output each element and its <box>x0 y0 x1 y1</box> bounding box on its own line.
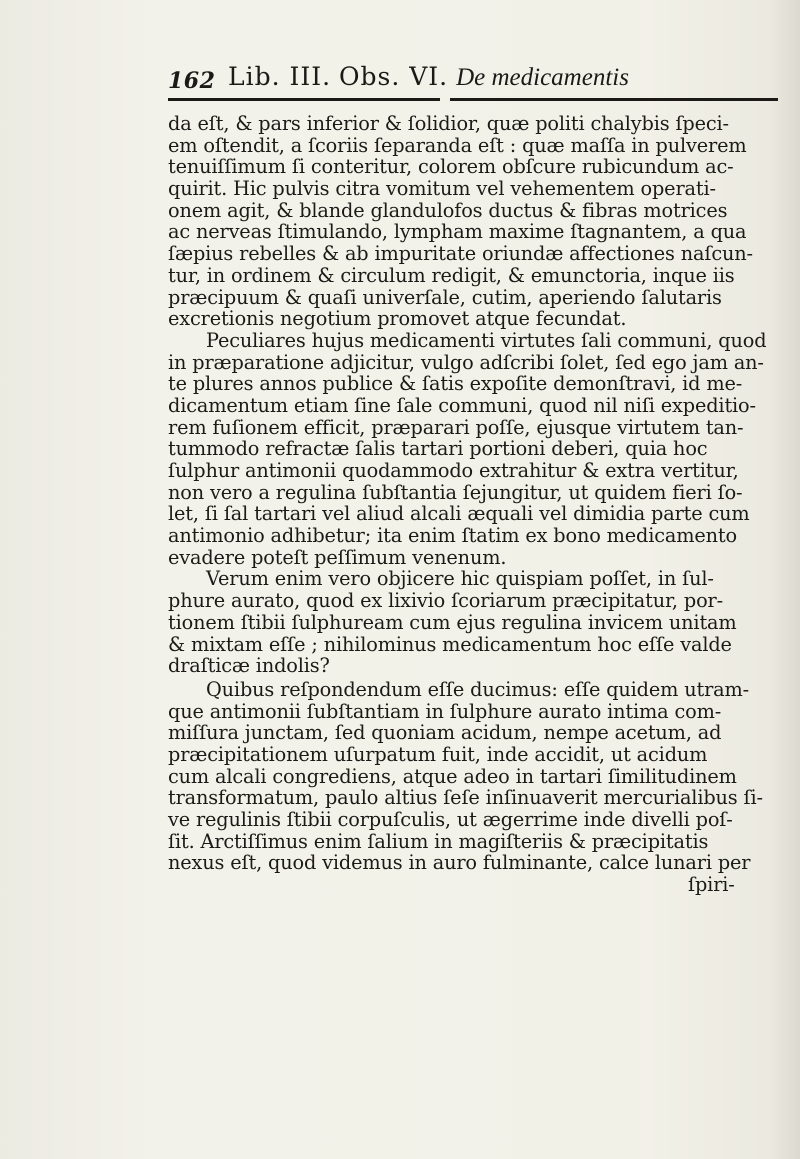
text-line: ſulphur antimonii quodammodo extrahitur & extra vertitur, <box>168 459 739 482</box>
text-line: miſſura junctam, ſed quoniam acidum, nempe acetum, ad <box>168 721 722 745</box>
page-number: 162 <box>168 68 216 94</box>
text-line: te plures annos publice & ſatis expoſite demonſtravi, id me- <box>168 372 743 396</box>
text-line: ac nerveas ſtimulando, lympham maxime ſtagnantem, a qua <box>168 220 747 244</box>
text-line: præcipitationem uſurpatum fuit, inde accidit, ut acidum <box>168 742 708 766</box>
catchword: ſpiri- <box>688 873 735 897</box>
running-head-book: Lib. III. <box>228 62 332 91</box>
text-line: ſæpius rebelles & ab impuritate oriundæ affectiones naſcun- <box>168 242 753 266</box>
header-rule <box>168 98 778 101</box>
text-line: ve regulinis ſtibii corpuſculis, ut ægerrime inde divelli poſ- <box>168 808 733 831</box>
paragraph-first-line: Verum enim vero objicere hic quispiam poſſet, in ſul- <box>206 567 714 591</box>
text-line: onem agit, & blande glandulofos ductus & fibras motrices <box>168 198 728 222</box>
text-line: da eſt, & pars inferior & ſolidior, quæ politi chalybis ſpeci- <box>168 112 729 135</box>
text-line: excretionis negotium promovet atque fecundat. <box>168 307 627 331</box>
running-head-title: De medicamentis <box>456 64 629 91</box>
text-line: præcipuum & quaſi univerſale, cutim, aperiendo ſalutaris <box>168 285 722 309</box>
running-head <box>228 62 629 92</box>
text-line: ſit. Arctiſſimus enim ſalium in magiſteriis & præcipitatis <box>168 829 709 853</box>
text-line: antimonio adhibetur; ita enim ſtatim ex bono medicamento <box>168 524 737 548</box>
text-line: let, ſi ſal tartari vel aliud alcali æquali vel dimidia parte cum <box>168 502 750 526</box>
body-text <box>168 113 798 896</box>
text-line: transformatum, paulo altius ſeſe inſinuaverit mercurialibus ſi- <box>168 786 763 810</box>
running-head-observation: Obs. VI. <box>339 62 449 91</box>
text-line: tenuiſſimum ſi conteritur, colorem obſcure rubicundum ac- <box>168 155 734 179</box>
text-line: non vero a regulina ſubſtantia ſejungitur, ut quidem fieri ſo- <box>168 480 743 504</box>
text-line: em oſtendit, a ſcoriis ſeparanda eſt : quæ maſſa in pulverem <box>168 133 747 157</box>
header-rule-break <box>440 98 450 101</box>
text-line: tionem ſtibii ſulphuream cum ejus regulina invicem unitam <box>168 610 737 634</box>
text-line: evadere poteſt peſſimum venenum. <box>168 545 507 569</box>
text-line: quirit. Hic pulvis citra vomitum vel vehementem operati- <box>168 177 716 201</box>
text-line: nexus eſt, quod videmus in auro fulminante, calce lunari per <box>168 851 751 875</box>
text-line: in præparatione adjicitur, vulgo adſcribi ſolet, ſed ego jam an- <box>168 350 764 374</box>
text-line: que antimonii ſubſtantiam in ſulphure aurato intima com- <box>168 699 722 723</box>
text-line: draſticæ indolis? <box>168 654 330 678</box>
page-header <box>168 62 778 98</box>
text-line: tummodo refractæ ſalis tartari portioni deberi, quia hoc <box>168 437 708 461</box>
text-line: cum alcali congrediens, atque adeo in tartari ſimilitudinem <box>168 764 737 788</box>
text-line: phure aurato, quod ex lixivio ſcoriarum præcipitatur, por- <box>168 589 723 613</box>
text-line: tur, in ordinem & circulum redigit, & emunctoria, inque iis <box>168 263 735 287</box>
text-line: dicamentum etiam ſine ſale communi, quod nil niſi expeditio- <box>168 393 756 417</box>
text-line: & mixtam eſſe ; nihilominus medicamentum hoc eſſe valde <box>168 632 732 656</box>
paragraph-first-line: Quibus reſpondendum eſſe ducimus: eſſe quidem utram- <box>206 677 750 701</box>
paragraph-first-line: Peculiares hujus medicamenti virtutes ſali communi, quod <box>206 328 767 352</box>
text-line: rem fuſionem efficit, præparari poſſe, ejusque virtutem tan- <box>168 415 744 439</box>
